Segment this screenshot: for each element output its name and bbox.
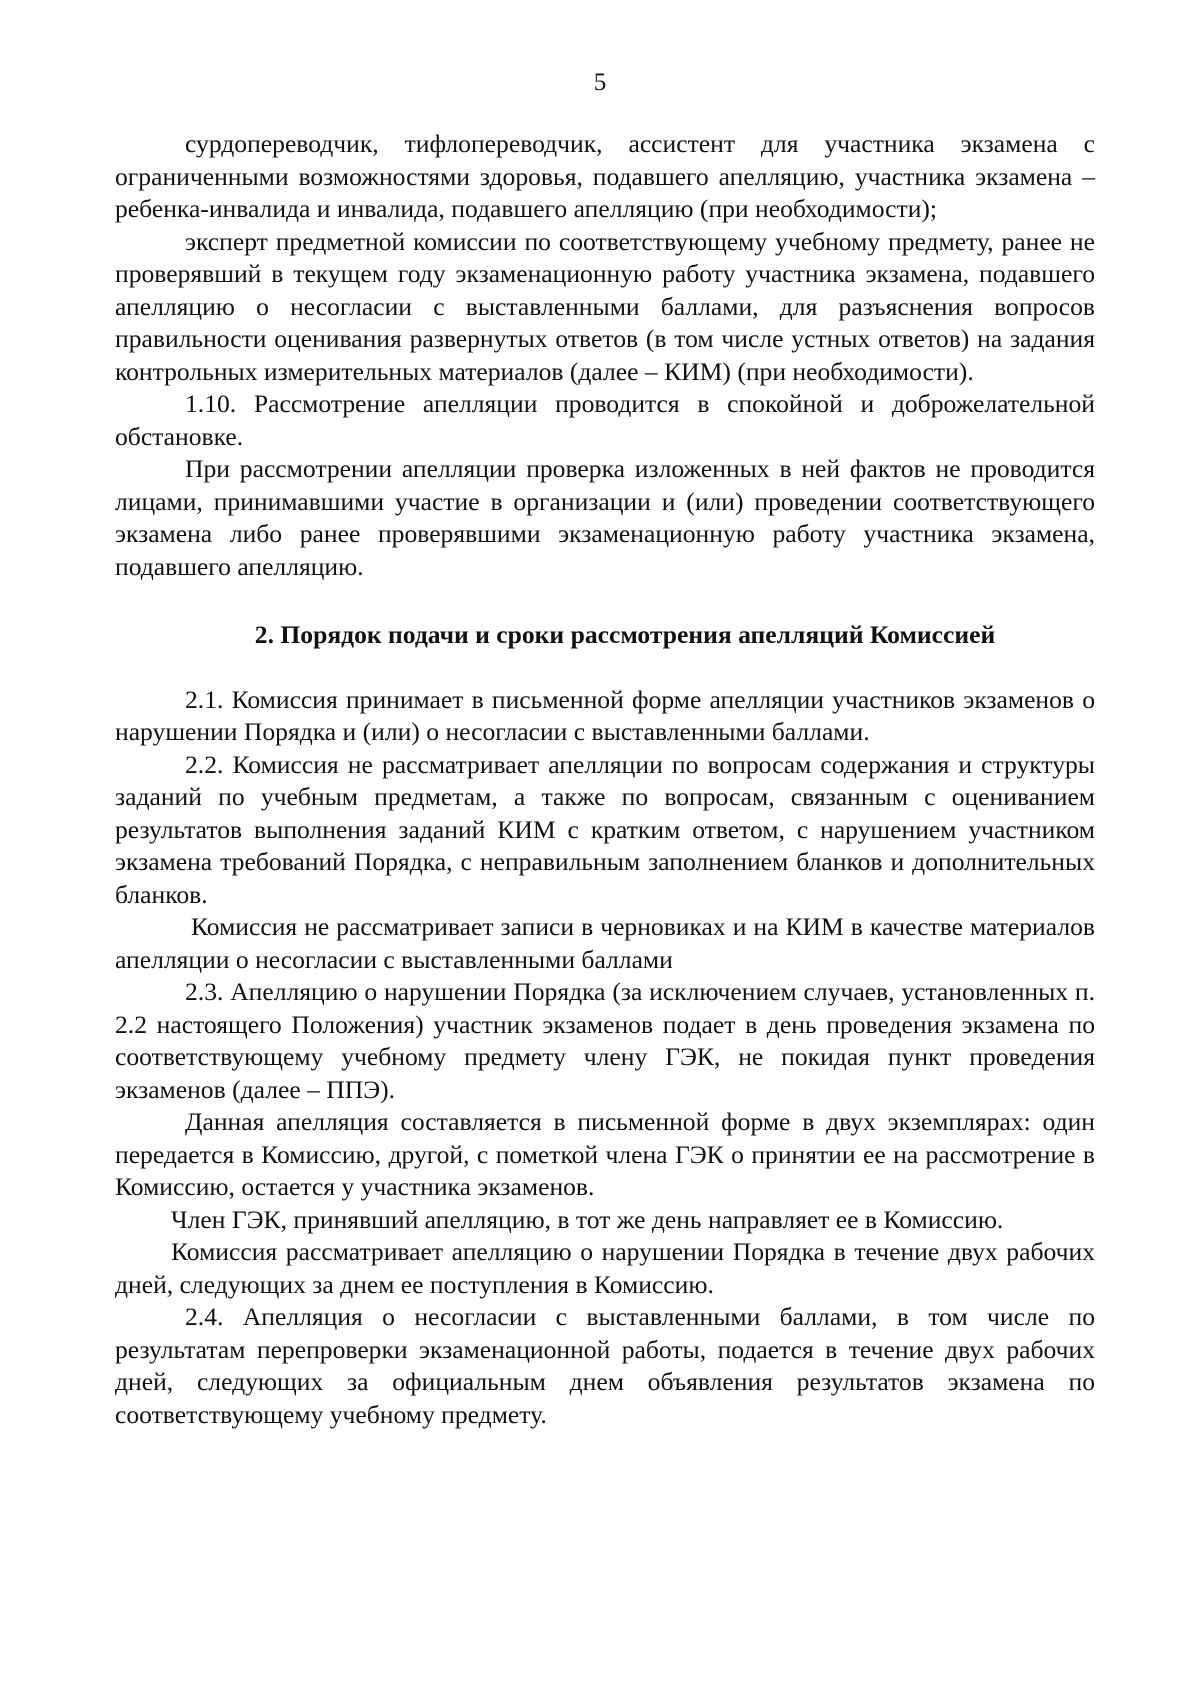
paragraph-fact-check: При рассмотрении апелляции проверка изложенных в ней фактов не проводится лицами, принимавшими участие в организации и (или) проведении соответствующего экзамена либо ранее проверявшими экзаменационную работу участника экзамена, подавшего апелляцию. xyxy=(115,454,1095,581)
paragraph-subject-expert: эксперт предметной комиссии по соответствующему учебному предмету, ранее не проверявший в текущем году экзаменационную работу участника экзамена, подавшего апелляцию о несогласии с выставленными баллами, для разъяснения вопросов правильности оценивания развернутых ответов (в том числе устных ответов) на задания контрольных измерительных материалов (далее – КИМ) (при необходимости). xyxy=(115,226,1095,386)
paragraph-two-copies: Данная апелляция составляется в письменной форме в двух экземплярах: один передается в Комиссию, другой, с пометкой члена ГЭК о принятии ее на рассмотрение в Комиссию, остается у участника экзаменов. xyxy=(115,1107,1095,1201)
paragraph-2-2: 2.2. Комиссия не рассматривает апелляции по вопросам содержания и структуры заданий по учебным предметам, а также по вопросам, связанным с оцениванием результатов выполнения заданий КИМ с кратким ответом, с нарушением участником экзамена требований Порядка, с неправильным заполнением бланков и дополнительных бланков. xyxy=(115,749,1095,909)
paragraph-2-4: 2.4. Апелляция о несогласии с выставленными баллами, в том числе по результатам перепроверки экзаменационной работы, подается в течение двух рабочих дней, следующих за официальным днем объявления результатов экзамена по соответствующему учебному предмету. xyxy=(115,1302,1095,1429)
paragraph-interpreters: сурдопереводчик, тифлопереводчик, ассистент для участника экзамена с ограниченными возможностями здоровья, подавшего апелляцию, участника экзамена – ребенка-инвалида и инвалида, подавшего апелляцию (при необходимости); xyxy=(115,129,1095,223)
paragraph-drafts: Комиссия не рассматривает записи в черновиках и на КИМ в качестве материалов апелляции о несогласии с выставленными баллами xyxy=(115,912,1095,974)
paragraph-two-days: Комиссия рассматривает апелляцию о нарушении Порядка в течение двух рабочих дней, следующих за днем ее поступления в Комиссию. xyxy=(115,1237,1095,1299)
paragraph-2-3: 2.3. Апелляцию о нарушении Порядка (за исключением случаев, установленных п. 2.2 настоящего Положения) участник экзаменов подает в день проведения экзамена по соответствующему учебному предмету члену ГЭК, не покидая пункт проведения экзаменов (далее – ППЭ). xyxy=(115,977,1095,1104)
paragraph-2-1: 2.1. Комиссия принимает в письменной форме апелляции участников экзаменов о нарушении Порядка и (или) о несогласии с выставленными баллами. xyxy=(115,684,1095,746)
paragraph-gek-member: Член ГЭК, принявший апелляцию, в тот же день направляет ее в Комиссию. xyxy=(171,1204,1004,1234)
page-number: 5 xyxy=(593,69,607,96)
document-body xyxy=(115,128,1095,1431)
paragraph-1-10: 1.10. Рассмотрение апелляции проводится в спокойной и доброжелательной обстановке. xyxy=(115,389,1095,451)
section-heading: 2. Порядок подачи и сроки рассмотрения апелляций Комиссией xyxy=(254,620,996,649)
